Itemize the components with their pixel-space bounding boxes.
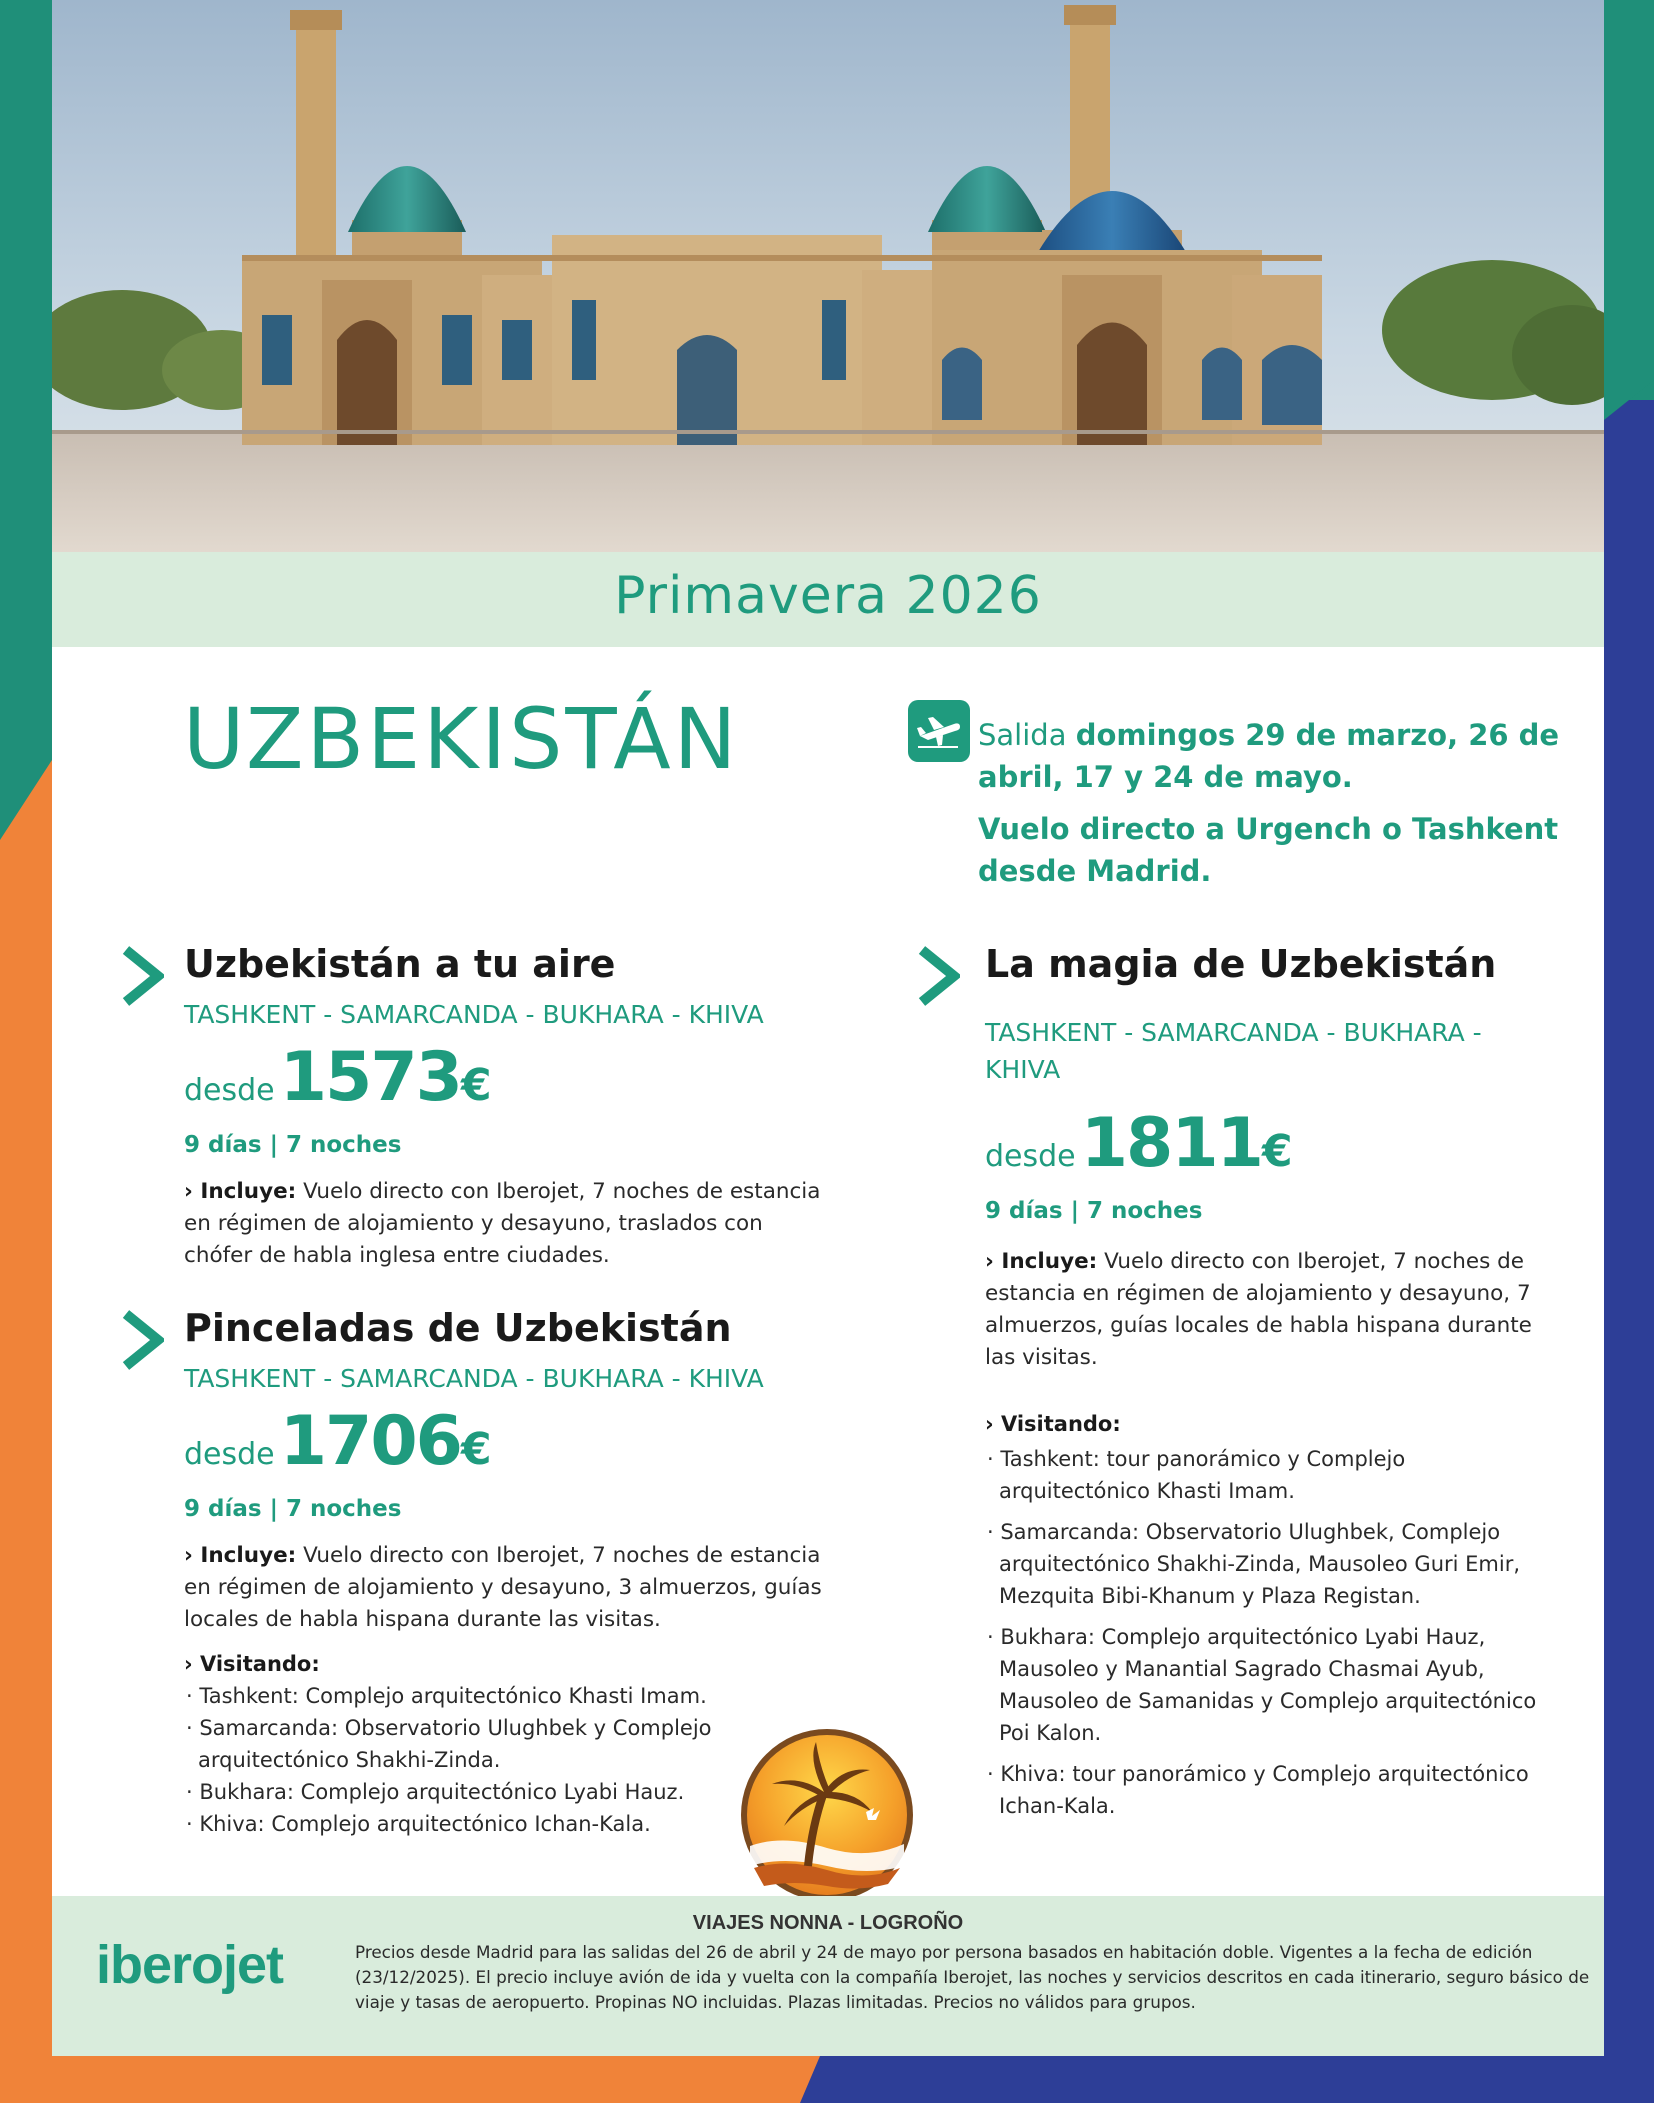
iberojet-logo: iberojet — [96, 1935, 284, 1995]
package-route: TASHKENT - SAMARCANDA - BUKHARA - KHIVA — [184, 1364, 764, 1393]
visiting-label: › Visitando: — [985, 1412, 1121, 1436]
includes-text: Vuelo directo con Iberojet, 7 noches de estancia en régimen de alojamiento y desayuno, 3 almuerzos, guías locales de habla hispana durante las visitas. — [184, 1543, 822, 1632]
frame-right-green — [1604, 0, 1654, 420]
plane-icon — [908, 700, 970, 762]
package-price — [184, 1038, 492, 1117]
price-currency: € — [1262, 1126, 1293, 1177]
price-currency: € — [461, 1060, 492, 1111]
visiting-list — [186, 1680, 726, 1840]
season-title: Primavera 2026 — [614, 566, 1042, 626]
hero-image — [52, 0, 1604, 552]
price-amount: 1573 — [279, 1038, 461, 1117]
chevron-right-icon — [120, 1310, 164, 1370]
frame-left-corner — [0, 760, 52, 840]
package-duration: 9 días | 7 noches — [184, 1496, 402, 1522]
frame-left-green — [0, 0, 52, 780]
season-band — [52, 552, 1604, 647]
package-includes — [985, 1246, 1545, 1374]
flight-info: Vuelo directo a Urgench o Tashkent desde Madrid. — [978, 812, 1559, 888]
list-item: · Tashkent: tour panorámico y Complejo arquitectónico Khasti Imam. — [987, 1447, 1406, 1503]
includes-label: › Incluye: — [184, 1543, 297, 1568]
list-item: · Bukhara: Complejo arquitectónico Lyabi Hauz, Mausoleo y Manantial Sagrado Chasmai Ayub, Mausoleo de Samanidas y Complejo arquitectónico Poi Kalon. — [987, 1625, 1537, 1745]
package-duration: 9 días | 7 noches — [184, 1132, 402, 1158]
agency-name: VIAJES NONNA - LOGROÑO — [692, 1912, 964, 1934]
frame-bottom-blue — [820, 2056, 1654, 2103]
includes-text: Vuelo directo con Iberojet, 7 noches de estancia en régimen de alojamiento y desayuno, traslados con chófer de habla inglesa entre ciudades. — [184, 1179, 821, 1268]
departure-dates — [978, 714, 1578, 798]
includes-label: › Incluye: — [985, 1249, 1098, 1274]
package-title: Pinceladas de Uzbekistán — [184, 1306, 732, 1350]
country-title: UZBEKISTÁN — [183, 690, 740, 788]
footer — [52, 1896, 1604, 2056]
departure-label: Salida — [978, 718, 1067, 752]
package-duration: 9 días | 7 noches — [985, 1198, 1203, 1224]
list-item: · Bukhara: Complejo arquitectónico Lyabi Hauz. — [186, 1780, 685, 1804]
package-price — [985, 1104, 1293, 1183]
price-from-label: desde — [184, 1437, 275, 1472]
chevron-right-icon — [916, 946, 960, 1006]
list-item: · Samarcanda: Observatorio Ulughbek y Complejo arquitectónico Shakhi-Zinda. — [186, 1716, 712, 1772]
package-includes — [184, 1176, 834, 1272]
list-item: · Samarcanda: Observatorio Ulughbek, Complejo arquitectónico Shakhi-Zinda, Mausoleo Guri Emir, Mezquita Bibi-Khanum y Plaza Registan. — [987, 1520, 1521, 1608]
frame-left-orange — [0, 760, 52, 2103]
package-route: TASHKENT - SAMARCANDA - BUKHARA - KHIVA — [985, 1018, 1482, 1084]
list-item: · Khiva: Complejo arquitectónico Ichan-Kala. — [186, 1812, 651, 1836]
palm-sunset-logo — [738, 1726, 916, 1904]
includes-label: › Incluye: — [184, 1179, 297, 1204]
price-currency: € — [461, 1424, 492, 1475]
package-title: La magia de Uzbekistán — [985, 942, 1497, 986]
price-from-label: desde — [985, 1139, 1076, 1174]
frame-bottom-orange — [0, 2056, 820, 2103]
visiting-list — [987, 1443, 1547, 1831]
list-item: · Tashkent: Complejo arquitectónico Khasti Imam. — [186, 1684, 707, 1708]
price-from-label: desde — [184, 1073, 275, 1108]
frame-bottom-corner — [800, 2056, 820, 2103]
chevron-right-icon — [120, 946, 164, 1006]
legal-text: Precios desde Madrid para las salidas del 26 de abril y 24 de mayo por persona basados en habitación doble. Vigentes a la fecha de edición (23/12/2025). El precio incluye avión de ida y vuelta con la compañía Iberojet, las noches y servicios descritos en cada itinerario, seguro básico de viaje y tasas de aeropuerto. Propinas NO incluidas. Plazas limitadas. Precios no válidos para grupos. — [355, 1942, 1590, 2012]
package-includes — [184, 1540, 834, 1636]
list-item: · Khiva: tour panorámico y Complejo arquitectónico Ichan-Kala. — [987, 1762, 1529, 1818]
departure-dates-text: domingos 29 de marzo, 26 de abril, 17 y 24 de mayo. — [978, 718, 1560, 794]
visiting-label: › Visitando: — [184, 1652, 320, 1676]
price-amount: 1706 — [279, 1402, 461, 1481]
price-amount: 1811 — [1080, 1104, 1262, 1183]
package-price — [184, 1402, 492, 1481]
includes-text: Vuelo directo con Iberojet, 7 noches de estancia en régimen de alojamiento y desayuno, 7 almuerzos, guías locales de habla hispana durante las visitas. — [985, 1249, 1532, 1370]
frame-right-blue — [1604, 400, 1654, 2103]
frame-right-corner — [1604, 380, 1654, 420]
package-route: TASHKENT - SAMARCANDA - BUKHARA - KHIVA — [184, 1000, 764, 1029]
package-title: Uzbekistán a tu aire — [184, 942, 616, 986]
